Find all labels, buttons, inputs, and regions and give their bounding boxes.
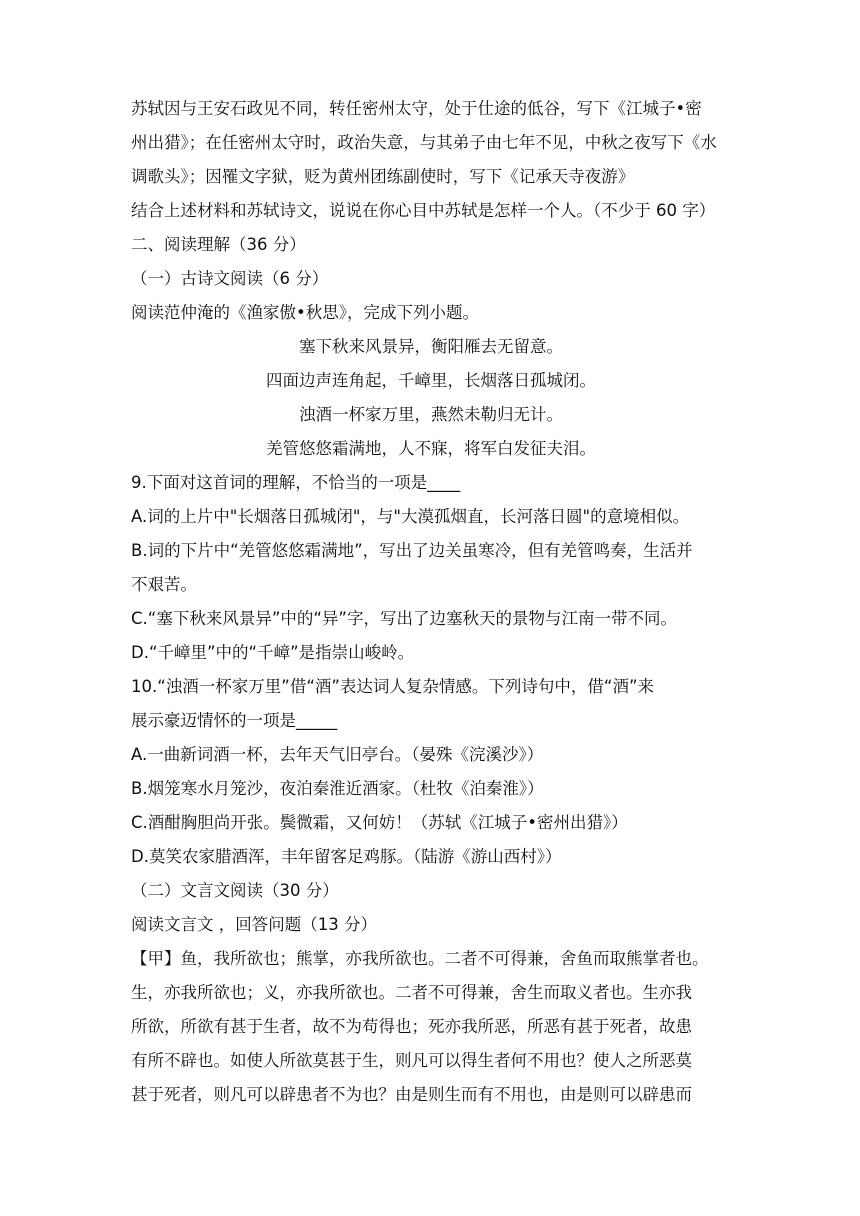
part-title: （二）文言文阅读（30 分） bbox=[131, 881, 339, 900]
passage-line: 所欲，所欲有甚于生者，故不为苟得也；死亦我所恶，所恶有甚于死者，故患 bbox=[131, 1017, 692, 1036]
passage-line: 【甲】鱼，我所欲也；熊掌，亦我所欲也。二者不可得兼，舍鱼而取熊掌者也。 bbox=[131, 949, 709, 968]
question-9-option-a: A.词的上片中"长烟落日孤城闭"，与"大漠孤烟直，长河落日圆"的意境相似。 bbox=[131, 507, 690, 526]
question-10-option-b: B.烟笼寒水月笼沙，夜泊秦淮近酒家。（杜牧《泊秦淮》） bbox=[131, 779, 544, 798]
poem-line: 四面边声连角起，千嶂里，长烟落日孤城闭。 bbox=[266, 371, 596, 390]
poem-intro: 阅读范仲淹的《渔家傲•秋思》，完成下列小题。 bbox=[131, 303, 479, 322]
question-10-option-a: A.一曲新词酒一杯，去年天气旧亭台。（晏殊《浣溪沙》） bbox=[131, 745, 544, 764]
passage-line: 甚于死者，则凡可以辟患者不为也？由是则生而有不用也，由是则可以辟患而 bbox=[131, 1085, 692, 1104]
passage-intro: 阅读文言文 ，回答问题（13 分） bbox=[131, 915, 377, 934]
poem-line: 浊酒一杯家万里，燕然未勒归无计。 bbox=[299, 405, 563, 424]
material-line: 调歌头》；因罹文字狱，贬为黄州团练副使时，写下《记承天寺夜游》 bbox=[131, 167, 635, 186]
question-9-option-c: C.“塞下秋来风景异”中的“异”字，写出了边塞秋天的景物与江南一带不同。 bbox=[131, 609, 677, 628]
question-10-stem: 10.“浊酒一杯家万里”借“酒”表达词人复杂情感。下列诗句中，借“酒”来 bbox=[131, 677, 655, 696]
material-line: 苏轼因与王安石政见不同，转任密州太守，处于仕途的低谷，写下《江城子•密 bbox=[131, 99, 702, 118]
question-10-option-c: C.酒酣胸胆尚开张。鬓微霜，又何妨！（苏轼《江城子•密州出猎》） bbox=[131, 813, 628, 832]
question-10-stem-cont: 展示豪迈情怀的一项是_____ bbox=[131, 711, 338, 730]
question-9-option-b: B.词的下片中“羌管悠悠霜满地”，写出了边关虽寒冷，但有羌管鸣奏，生活并 bbox=[131, 541, 693, 560]
question-9-stem: 9.下面对这首词的理解，不恰当的一项是____ bbox=[131, 473, 461, 492]
question-9-option-d: D.“千嶂里”中的“千嶂”是指崇山峻岭。 bbox=[131, 643, 415, 662]
passage-line: 有所不辟也。如使人所欲莫甚于生，则凡可以得生者何不用也？使人之所恶莫 bbox=[131, 1051, 692, 1070]
poem-line: 羌管悠悠霜满地，人不寐，将军白发征夫泪。 bbox=[266, 439, 596, 458]
document-page bbox=[131, 92, 731, 1112]
writing-prompt: 结合上述材料和苏轼诗文，说说在你心目中苏轼是怎样一个人。（不少于 60 字） bbox=[131, 201, 716, 220]
part-title: （一）古诗文阅读（6 分） bbox=[131, 269, 329, 288]
question-9-option-b-cont: 不艰苦。 bbox=[131, 575, 197, 594]
poem-line: 塞下秋来风景异，衡阳雁去无留意。 bbox=[299, 337, 563, 356]
question-10-option-d: D.莫笑农家腊酒浑，丰年留客足鸡豚。（陆游《游山西村》） bbox=[131, 847, 562, 866]
passage-line: 生，亦我所欲也；义，亦我所欲也。二者不可得兼，舍生而取义者也。生亦我 bbox=[131, 983, 692, 1002]
section-title: 二、阅读理解（36 分） bbox=[131, 235, 306, 254]
material-line: 州出猎》；在任密州太守时，政治失意，与其弟子由七年不见，中秋之夜写下《水 bbox=[131, 133, 717, 152]
